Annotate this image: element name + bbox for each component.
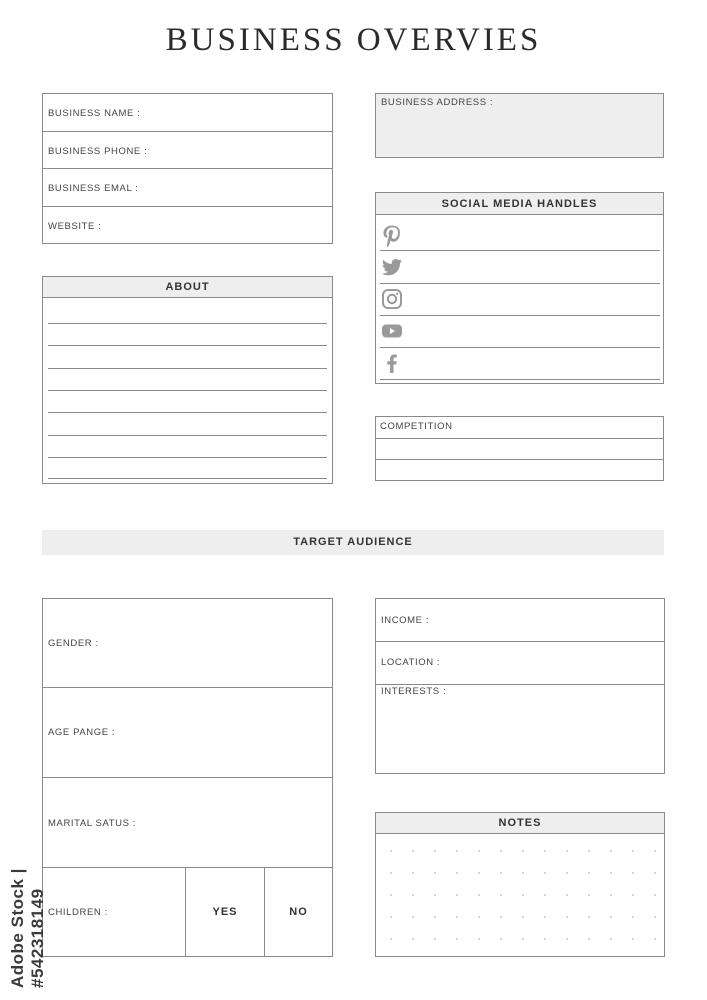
age-range-label: AGE PANGE :: [48, 727, 116, 738]
interests-label: INTERESTS :: [381, 686, 447, 697]
children-row: [43, 868, 332, 956]
gender-field[interactable]: [43, 599, 332, 688]
business-name-label: BUSINESS NAME :: [48, 108, 141, 119]
youtube-icon: [380, 319, 404, 343]
business-phone-label: BUSINESS PHONE :: [48, 146, 148, 157]
instagram-line[interactable]: [380, 315, 660, 316]
about-line[interactable]: [48, 368, 327, 369]
business-email-label: BUSINESS EMAL :: [48, 183, 139, 194]
age-range-field[interactable]: [43, 688, 332, 778]
target-audience-header: [42, 530, 664, 555]
social-media-header: SOCIAL MEDIA HANDLES: [376, 193, 663, 215]
business-email-field[interactable]: [43, 169, 332, 207]
competition-line[interactable]: [376, 459, 663, 460]
business-address-field[interactable]: [375, 93, 664, 158]
income-label: INCOME :: [381, 615, 430, 626]
facebook-icon: [380, 351, 404, 375]
competition-line[interactable]: [376, 438, 663, 439]
about-line[interactable]: [48, 390, 327, 391]
twitter-line[interactable]: [380, 283, 660, 284]
income-field[interactable]: [376, 599, 664, 642]
pinterest-line[interactable]: [380, 250, 660, 251]
competition-label: COMPETITION: [380, 421, 453, 432]
notes-dot-grid[interactable]: [376, 834, 664, 956]
pinterest-icon: [380, 223, 404, 247]
about-box: [42, 276, 333, 484]
children-label: CHILDREN :: [48, 907, 108, 918]
audience-demographics-box: [42, 598, 333, 957]
notes-header: NOTES: [376, 813, 664, 834]
business-address-label: BUSINESS ADDRESS :: [381, 97, 494, 108]
notes-box: [375, 812, 665, 957]
location-label: LOCATION :: [381, 657, 441, 668]
about-line[interactable]: [48, 457, 327, 458]
gender-label: GENDER :: [48, 638, 99, 649]
competition-box: [375, 416, 664, 481]
about-line[interactable]: [48, 323, 327, 324]
about-line[interactable]: [48, 435, 327, 436]
marital-status-field[interactable]: [43, 778, 332, 868]
audience-profile-box: [375, 598, 665, 774]
social-media-box: [375, 192, 664, 384]
business-info-box: [42, 93, 333, 244]
website-label: WEBSITE :: [48, 221, 102, 232]
about-line[interactable]: [48, 478, 327, 479]
children-no-option[interactable]: [265, 868, 332, 956]
about-line[interactable]: [48, 345, 327, 346]
target-audience-title: TARGET AUDIENCE: [293, 536, 413, 548]
location-field[interactable]: [376, 642, 664, 685]
facebook-line[interactable]: [380, 379, 660, 380]
children-yes-option[interactable]: [186, 868, 264, 956]
marital-status-label: MARITAL SATUS :: [48, 818, 137, 829]
twitter-icon: [380, 255, 404, 279]
interests-field[interactable]: [376, 685, 664, 773]
business-phone-field[interactable]: [43, 132, 332, 169]
no-label: NO: [289, 906, 308, 918]
yes-label: YES: [212, 906, 238, 918]
about-header: ABOUT: [43, 277, 332, 298]
stock-watermark: Adobe Stock | #542318149: [8, 868, 47, 988]
website-field[interactable]: [43, 207, 332, 243]
instagram-icon: [380, 287, 404, 311]
business-name-field[interactable]: [43, 94, 332, 132]
page-title: BUSINESS OVERVIES: [165, 22, 542, 58]
about-line[interactable]: [48, 412, 327, 413]
youtube-line[interactable]: [380, 347, 660, 348]
